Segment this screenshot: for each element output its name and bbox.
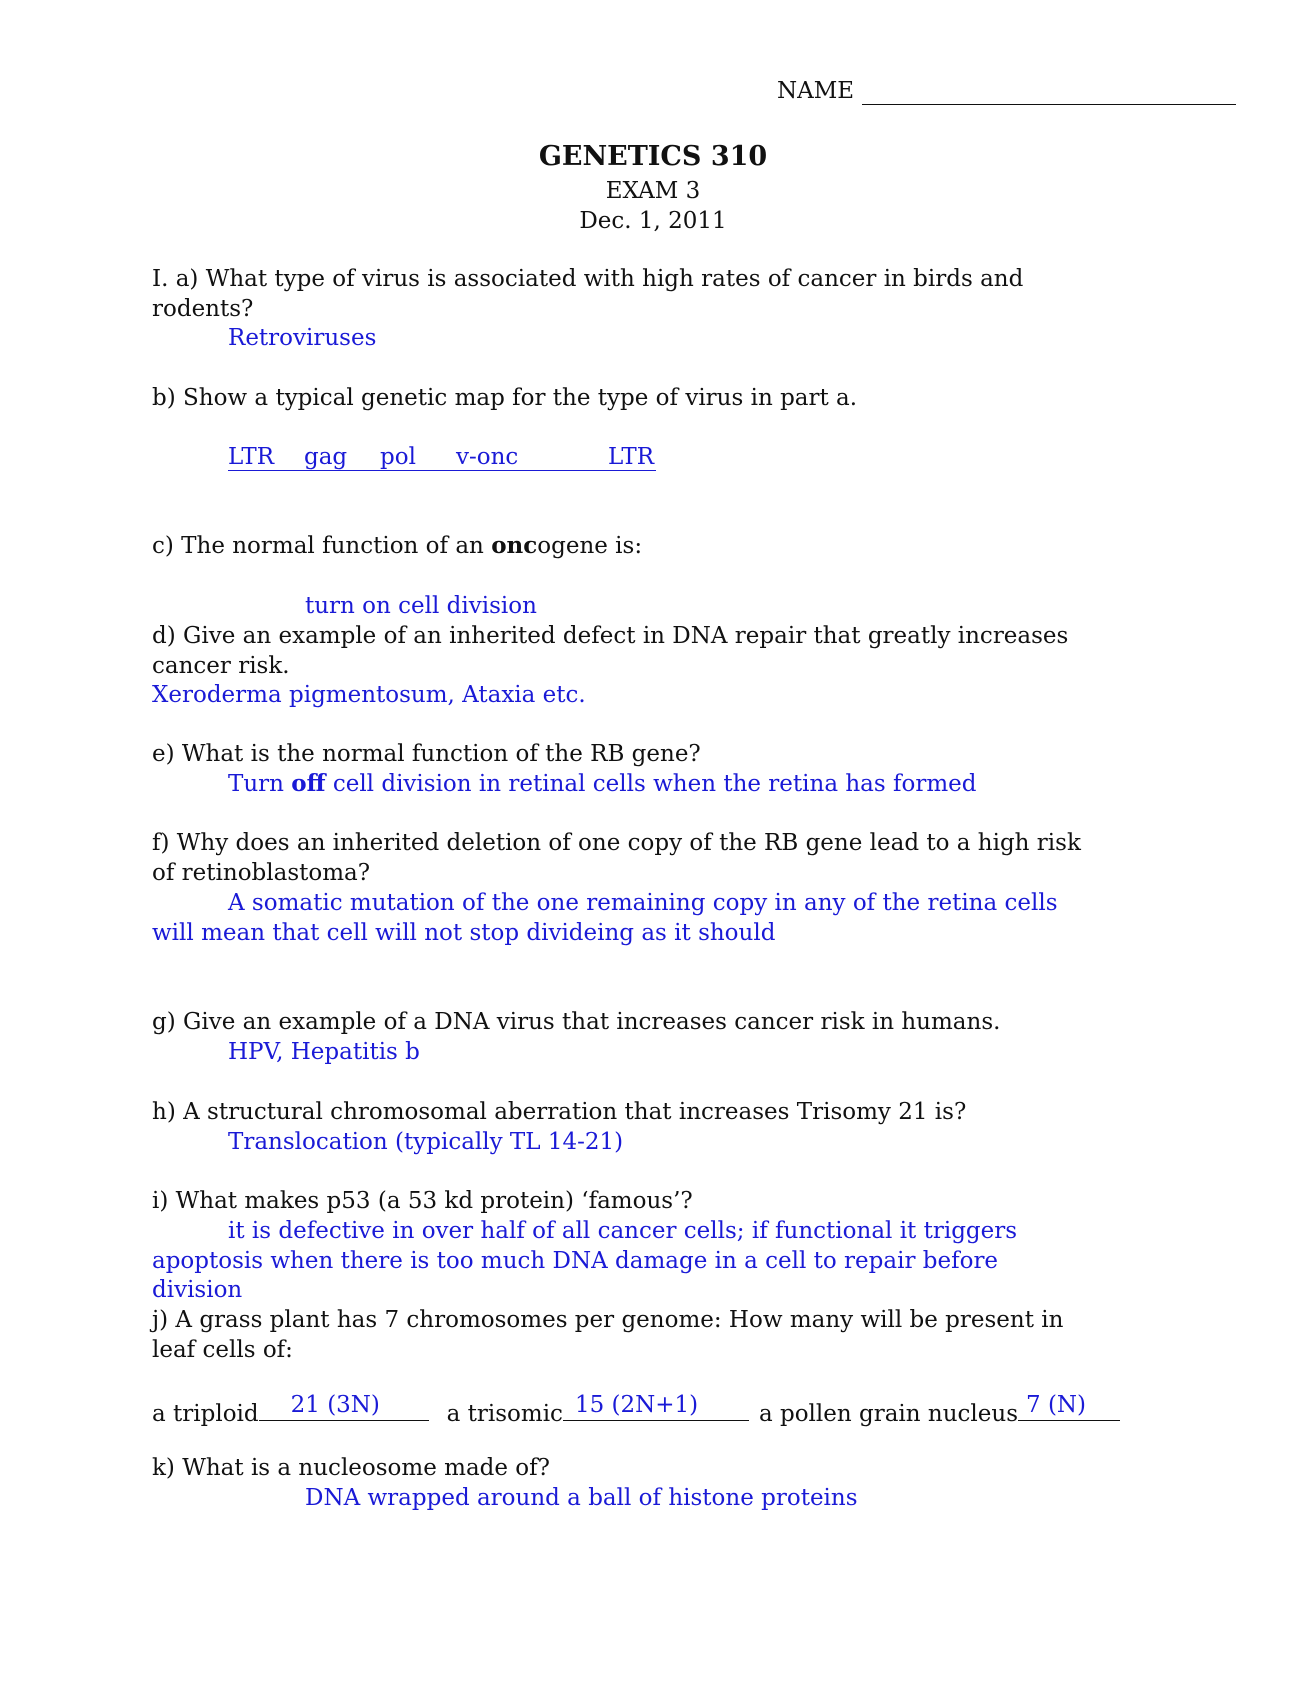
question-d-line1: d) Give an example of an inherited defect in DNA repair that greatly increases <box>152 623 1069 649</box>
answer-a: Retroviruses <box>228 325 377 351</box>
map-pol: pol <box>380 444 416 470</box>
pollen-answer: 7 (N) <box>1026 1392 1087 1418</box>
answer-e-bold: off <box>291 770 326 797</box>
question-j-line2: leaf cells of: <box>152 1337 293 1363</box>
course-title: GENETICS 310 <box>538 141 768 172</box>
answer-e-pre: Turn <box>228 771 292 797</box>
triploid-label: a triploid <box>152 1401 259 1427</box>
map-ltr-right: LTR <box>608 444 655 470</box>
answer-f-line1: A somatic mutation of the one remaining copy in any of the retina cells <box>228 890 1058 916</box>
question-a-line2: rodents? <box>152 296 254 322</box>
map-ltr-left: LTR <box>228 444 275 470</box>
question-c-bold: onc <box>491 532 538 559</box>
triploid-blank <box>259 1394 429 1421</box>
exam-title: EXAM 3 <box>605 178 701 204</box>
answer-c: turn on cell division <box>305 593 537 619</box>
question-a-line1: I. a) What type of virus is associated with high rates of cancer in birds and <box>152 266 1024 292</box>
triploid-answer: 21 (3N) <box>290 1392 380 1418</box>
exam-date: Dec. 1, 2011 <box>579 208 727 234</box>
map-gag: gag <box>304 444 348 470</box>
question-c-pre: c) The normal function of an <box>152 533 492 559</box>
question-d-line2: cancer risk. <box>152 653 290 679</box>
question-f-line2: of retinoblastoma? <box>152 860 371 886</box>
trisomic-answer: 15 (2N+1) <box>574 1392 699 1418</box>
name-blank-line <box>862 104 1236 105</box>
answer-f-line2: will mean that cell will not stop divideing as it should <box>152 920 776 946</box>
question-k: k) What is a nucleosome made of? <box>152 1455 550 1481</box>
pollen-blank <box>1018 1394 1120 1421</box>
answer-e <box>228 769 977 799</box>
question-h: h) A structural chromosomal aberration that increases Trisomy 21 is? <box>152 1099 967 1125</box>
genetic-map <box>228 442 656 471</box>
map-v-onc: v-onc <box>456 444 519 470</box>
answer-i-line3: division <box>152 1277 243 1303</box>
question-g: g) Give an example of a DNA virus that increases cancer risk in humans. <box>152 1009 1001 1035</box>
question-b: b) Show a typical genetic map for the type of virus in part a. <box>152 385 858 411</box>
question-f-line1: f) Why does an inherited deletion of one copy of the RB gene lead to a high risk <box>152 830 1081 856</box>
pollen-label: a pollen grain nucleus <box>758 1401 1018 1427</box>
answer-j-row <box>152 1394 1120 1429</box>
answer-i-line1: it is defective in over half of all cancer cells; if functional it triggers <box>228 1218 1018 1244</box>
answer-i-line2: apoptosis when there is too much DNA damage in a cell to repair before <box>152 1248 999 1274</box>
answer-k: DNA wrapped around a ball of histone proteins <box>305 1485 858 1511</box>
name-label: NAME <box>777 78 855 104</box>
answer-d: Xeroderma pigmentosum, Ataxia etc. <box>152 682 586 708</box>
question-c <box>152 531 642 561</box>
question-c-post: ogene is: <box>537 533 643 559</box>
trisomic-label: a trisomic <box>446 1401 563 1427</box>
question-i: i) What makes p53 (a 53 kd protein) ‘famous’? <box>152 1188 693 1214</box>
question-e: e) What is the normal function of the RB gene? <box>152 741 701 767</box>
question-j-line1: j) A grass plant has 7 chromosomes per genome: How many will be present in <box>152 1307 1064 1333</box>
answer-h: Translocation (typically TL 14-21) <box>228 1129 624 1155</box>
answer-g: HPV, Hepatitis b <box>228 1039 420 1065</box>
answer-e-post: cell division in retinal cells when the retina has formed <box>325 771 977 797</box>
trisomic-blank <box>563 1394 749 1421</box>
